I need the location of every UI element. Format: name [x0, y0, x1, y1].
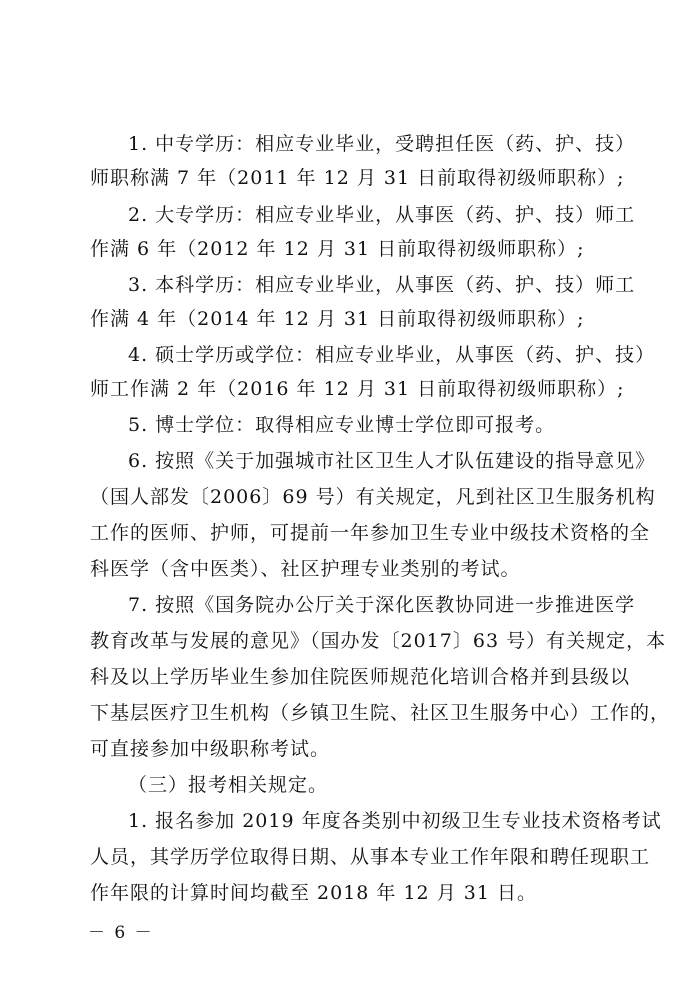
item-6-line-1: 6. 按照《关于加强城市社区卫生人才队伍建设的指导意见》	[128, 450, 656, 472]
rule-1-line-1: 1. 报名参加 2019 年度各类别中初级卫生专业技术资格考试	[128, 810, 662, 832]
item-3-line-2: 作满 4 年（2014 年 12 月 31 日前取得初级师职称）;	[90, 308, 585, 330]
item-6-line-3: 工作的医师、护师，可提前一年参加卫生专业中级技术资格的全	[90, 522, 651, 544]
item-4-line-1: 4. 硕士学历或学位：相应专业毕业，从事医（药、护、技）	[128, 344, 656, 366]
item-1-line-1: 1. 中专学历：相应专业毕业，受聘担任医（药、护、技）	[128, 133, 636, 155]
item-7-line-1: 7. 按照《国务院办公厅关于深化医教协同进一步推进医学	[128, 594, 636, 616]
section-heading: （三）报考相关规定。	[128, 774, 329, 796]
item-7-line-4: 下基层医疗卫生机构（乡镇卫生院、社区卫生服务中心）工作的，	[90, 702, 671, 724]
item-3-line-1: 3. 本科学历：相应专业毕业，从事医（药、护、技）师工	[128, 274, 636, 296]
item-7-line-5: 可直接参加中级职称考试。	[90, 738, 331, 760]
item-5-line-1: 5. 博士学位：取得相应专业博士学位即可报考。	[128, 414, 556, 436]
item-6-line-4: 科医学（含中医类）、社区护理专业类别的考试。	[90, 558, 521, 580]
item-1-line-2: 师职称满 7 年（2011 年 12 月 31 日前取得初级师职称）;	[90, 167, 625, 189]
item-2-line-2: 作满 6 年（2012 年 12 月 31 日前取得初级师职称）;	[90, 238, 585, 260]
page-number: － 6 －	[88, 923, 154, 943]
rule-1-line-2: 人员，其学历学位取得日期、从事本专业工作年限和聘任现职工	[90, 846, 651, 868]
rule-1-line-3: 作年限的计算时间均截至 2018 年 12 月 31 日。	[90, 882, 537, 904]
item-7-line-3: 科及以上学历毕业生参加住院医师规范化培训合格并到县级以	[90, 666, 631, 688]
item-4-line-2: 师工作满 2 年（2016 年 12 月 31 日前取得初级师职称）;	[90, 378, 625, 400]
item-7-line-2: 教育改革与发展的意见》（国办发〔2017〕63 号）有关规定，本	[90, 630, 667, 652]
item-2-line-1: 2. 大专学历：相应专业毕业，从事医（药、护、技）师工	[128, 204, 636, 226]
item-6-line-2: （国人部发〔2006〕69 号）有关规定，凡到社区卫生服务机构	[90, 486, 656, 508]
